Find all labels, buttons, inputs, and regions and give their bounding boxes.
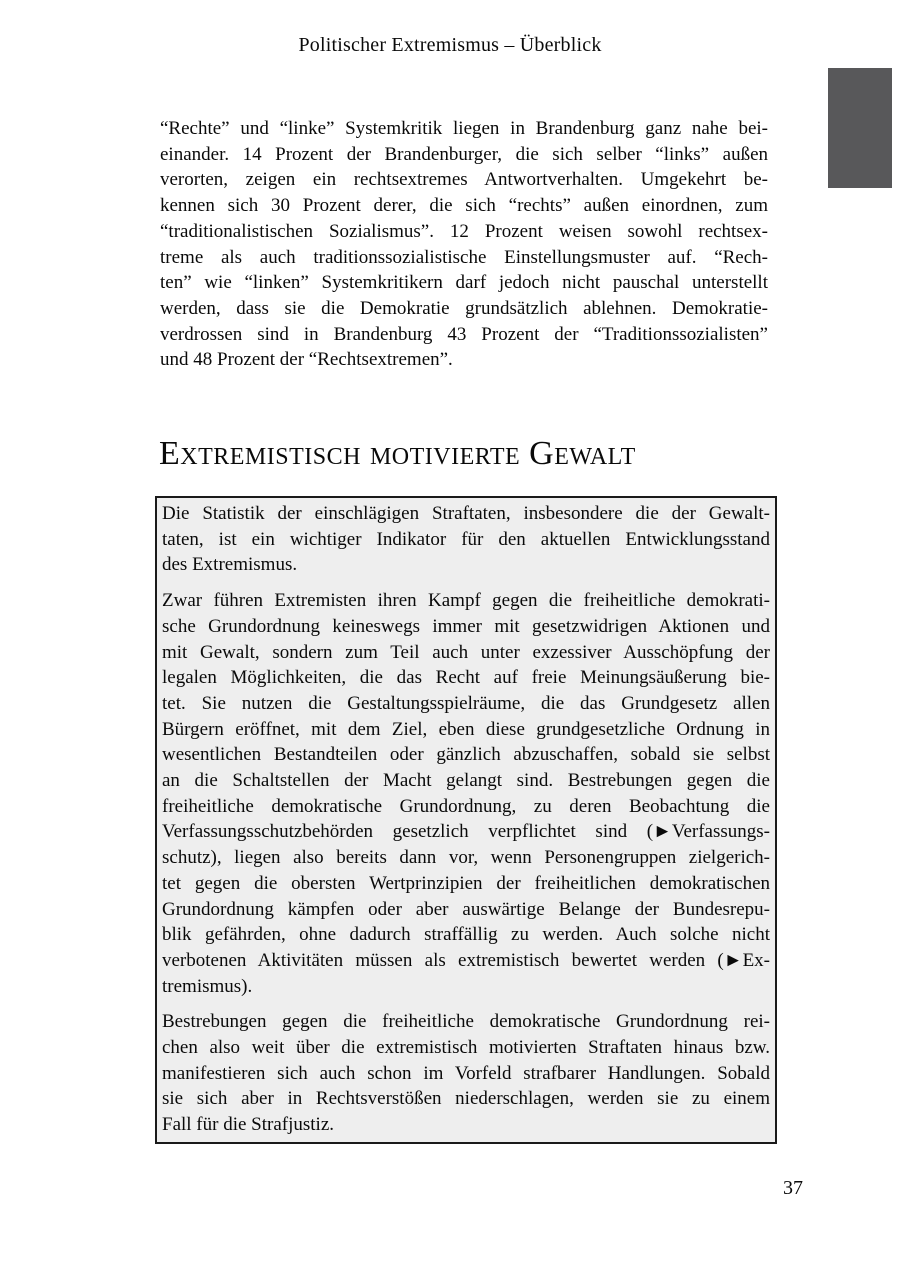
text-line: manifestieren sich auch schon im Vorfeld strafbarer Handlungen. Sobald — [162, 1062, 770, 1084]
text-line: einander. 14 Prozent der Brandenburger, die sich selber “links” außen — [160, 143, 768, 165]
page-number: 37 — [783, 1177, 803, 1199]
text-line: Bürgern eröffnet, mit dem Ziel, eben diese grundgesetzliche Ordnung in — [162, 718, 770, 740]
text-line: freiheitliche demokratische Grundordnung, zu deren Beobachtung die — [162, 795, 770, 817]
running-header: Politischer Extremismus – Überblick — [298, 34, 602, 56]
text-line: “Rechte” und “linke” Systemkritik liegen in Brandenburg ganz nahe bei- — [160, 118, 768, 139]
text-line: tet gegen die obersten Wertprinzipien der freiheitlichen demokratischen — [162, 872, 770, 894]
text-line: Die Statistik der einschlägigen Straftaten, insbesondere die der Gewalt- — [162, 503, 770, 524]
text-line: legalen Möglichkeiten, die das Recht auf freie Meinungsäußerung bie- — [162, 667, 770, 689]
text-line: sie sich aber in Rechtsverstößen niederschlagen, werden sie zu einem — [162, 1088, 770, 1110]
text-line: Fall für die Strafjustiz. — [162, 1114, 335, 1136]
text-line: schutz), liegen also bereits dann vor, wenn Personengruppen zielgerich- — [162, 847, 770, 869]
text-line: werden, dass sie die Demokratie grundsätzlich ablehnen. Demokratie- — [160, 297, 768, 319]
text-line: Zwar führen Extremisten ihren Kampf gegen die freiheitliche demokrati- — [162, 590, 770, 612]
box-paragraph — [162, 1009, 770, 1138]
text-line: Grundordnung kämpfen oder aber auswärtige Belange der Bundesrepu- — [162, 898, 770, 920]
text-line: tremismus). — [162, 975, 253, 997]
text-line: verorten, zeigen ein rechtsextremes Antwortverhalten. Umgekehrt be- — [160, 169, 768, 191]
info-box — [155, 496, 777, 1144]
text-line: treme als auch traditionssozialistische Einstellungsmuster auf. “Rech- — [160, 246, 768, 268]
box-paragraph — [162, 501, 770, 578]
text-line: “traditionalistischen Sozialismus”. 12 Prozent weisen sowohl rechtsex- — [160, 220, 768, 242]
text-line: tet. Sie nutzen die Gestaltungsspielräume, die das Grundgesetz allen — [162, 692, 770, 714]
text-line: mit Gewalt, sondern zum Teil auch unter exzessiver Ausschöpfung der — [162, 641, 770, 663]
section-heading: Extremistisch motivierte Gewalt — [159, 435, 636, 472]
text-line: blik gefährden, ohne dadurch straffällig zu werden. Auch solche nicht — [162, 924, 770, 946]
text-line: wesentlichen Bestandteilen oder gänzlich abzuschaffen, sobald sie selbst — [162, 744, 770, 766]
text-line: Bestrebungen gegen die freiheitliche demokratische Grundordnung rei- — [162, 1011, 770, 1033]
text-line: verbotenen Aktivitäten müssen als extremistisch bewertet werden (►Ex- — [162, 949, 770, 971]
text-line: chen also weit über die extremistisch motivierten Straftaten hinaus bzw. — [162, 1037, 770, 1059]
text-line: Verfassungsschutzbehörden gesetzlich verpflichtet sind (►Verfassungs- — [162, 821, 770, 843]
chapter-thumb-tab — [828, 68, 892, 188]
text-line: kennen sich 30 Prozent derer, die sich “rechts” außen einordnen, zum — [160, 195, 768, 217]
text-line: ten” wie “linken” Systemkritikern darf jedoch nicht pauschal unterstellt — [160, 272, 768, 294]
text-line: an die Schaltstellen der Macht gelangt sind. Bestrebungen gegen die — [162, 770, 770, 792]
text-line: und 48 Prozent der “Rechtsextremen”. — [160, 349, 453, 371]
text-line: taten, ist ein wichtiger Indikator für den aktuellen Entwicklungsstand — [162, 528, 770, 550]
text-line: verdrossen sind in Brandenburg 43 Prozent der “Traditionssozialisten” — [160, 323, 768, 345]
box-paragraph — [162, 588, 770, 999]
text-line: des Extremismus. — [162, 554, 298, 576]
text-line: sche Grundordnung keineswegs immer mit gesetzwidrigen Aktionen und — [162, 615, 770, 637]
intro-paragraph — [160, 116, 768, 373]
